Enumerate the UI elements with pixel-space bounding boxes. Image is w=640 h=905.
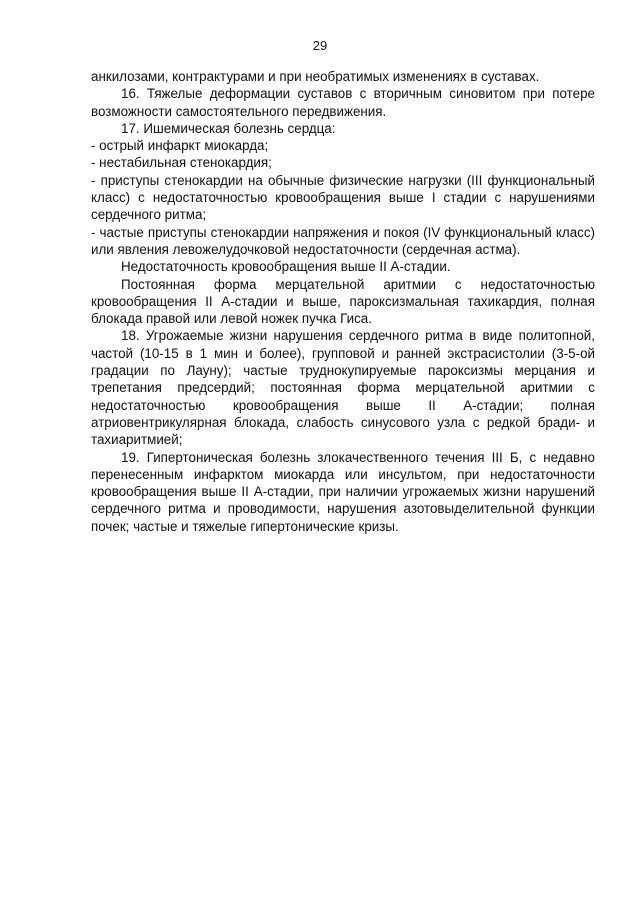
paragraph-item-16: 16. Тяжелые деформации суставов с вторичным синовитом при потере возможности самостоятельного передвижения. — [91, 86, 595, 119]
paragraph-item-18: 18. Угрожаемые жизни нарушения сердечного ритма в виде политопной, частой (10-15 в 1 мин и более), групповой и ранней экстрасистолии (3-5-ой градации по Лауну); частые труднокупируемые пароксизмы мерцания и трепетания предсердий; постоянная форма мерцательной аритмии с недостаточностью кровообращения выше II А-стадии; полная атриовентрикулярная блокада, слабость синусового узла с редкой бради- и тахиаритмией; — [91, 328, 595, 448]
paragraph-ankylosis-continuation: анкилозами, контрактурами и при необратимых изменениях в суставах. — [91, 69, 540, 84]
list-item-angina-class-4: - частые приступы стенокардии напряжения и покоя (IV функциональный класс) или явления левожелудочковой недостаточности (сердечная астма). — [91, 224, 595, 257]
paragraph-atrial-fibrillation: Постоянная форма мерцательной аритмии с недостаточностью кровообращения II А-стадии и выше, пароксизмальная тахикардия, полная блокада правой или левой ножек пучка Гиса. — [91, 276, 595, 327]
paragraph-item-17-heading: 17. Ишемическая болезнь сердца: — [121, 120, 336, 136]
list-item-angina-class-3: - приступы стенокардии на обычные физические нагрузки (III функциональный класс) с недостаточностью кровообращения выше I стадии с нарушениями сердечного ритма; — [91, 172, 595, 223]
paragraph-item-19: 19. Гипертоническая болезнь злокачественного течения III Б, с недавно перенесенным инфарктом миокарда или инсультом, при недостаточности кровообращения выше II А-стадии, при наличии угрожаемых жизни нарушений сердечного ритма и проводимости, нарушения азотовыделительной функции почек; частые и тяжелые гипертонические кризы. — [91, 449, 595, 534]
list-item-acute-infarction: - острый инфаркт миокарда; — [91, 138, 269, 154]
document-body — [91, 68, 595, 535]
page-number: 29 — [312, 38, 328, 53]
list-item-unstable-angina: - нестабильная стенокардия; — [91, 155, 272, 171]
paragraph-circulatory-insufficiency: Недостаточность кровообращения выше II А-стадии. — [121, 259, 451, 275]
